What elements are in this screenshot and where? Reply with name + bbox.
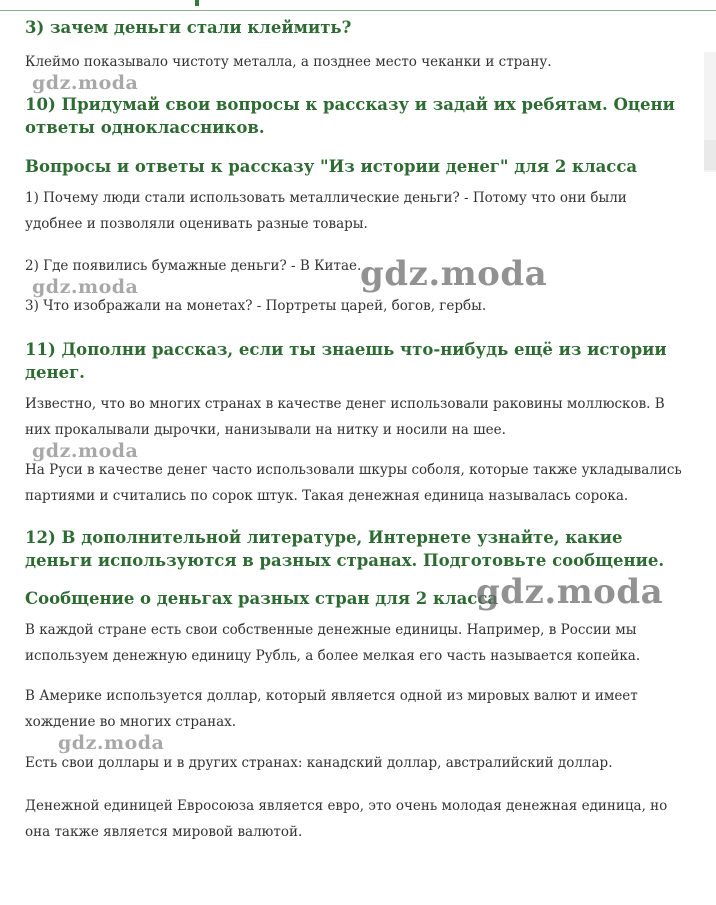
watermark-logo: gdz.moda: [360, 254, 548, 294]
side-scroll-thumb[interactable]: [704, 140, 716, 170]
q12-subtitle: Сообщение о деньгах разных стран для 2 класса: [25, 589, 499, 608]
q12-paragraph-1: В каждой стране есть свои собственные денежные единицы. Например, в России мы используем денежную единицу Рубль, а более мелкая его часть называется копейка.: [25, 622, 641, 664]
q12-paragraph-2: В Америке используется доллар, который является одной из мировых валют и имеет хождение во многих странах.: [25, 688, 638, 730]
q10-subtitle: Вопросы и ответы к рассказу "Из истории денег" для 2 класса: [25, 157, 638, 176]
q12-title: 12) В дополнительной литературе, Интернете узнайте, какие деньги используются в разных странах. Подготовьте сообщение.: [25, 528, 665, 570]
q10-item-3: 3) Что изображали на монетах? - Портреты царей, богов, гербы.: [25, 298, 487, 314]
q10-item-1: 1) Почему люди стали использовать металлические деньги? - Потому что они были удобнее и позволяли оценивать разные товары.: [25, 190, 627, 232]
q12-paragraph-4: Денежной единицей Евросоюза является евро, это очень молодая денежная единица, но она также является мировой валютой.: [25, 798, 668, 840]
top-accent-mark: [195, 0, 199, 6]
watermark-logo: gdz.moda: [58, 732, 165, 754]
watermark-logo: gdz.moda: [32, 72, 139, 94]
side-scroll-track[interactable]: [704, 52, 716, 172]
q11-title: 11) Дополни рассказ, если ты знаешь что-нибудь ещё из истории денег.: [25, 340, 667, 382]
q3-title: 3) зачем деньги стали клеймить?: [25, 18, 352, 37]
q11-paragraph-2: На Руси в качестве денег часто использовали шкуры соболя, которые также укладывались партиями и считались по сорок штук. Такая денежная единица называлась сорока.: [25, 462, 682, 504]
watermark-logo: gdz.moda: [476, 572, 664, 612]
watermark-logo: gdz.moda: [32, 276, 139, 298]
q10-title: 10) Придумай свои вопросы к рассказу и задай их ребятам. Оцени ответы одноклассников.: [25, 95, 675, 137]
q3-answer: Клеймо показывало чистоту металла, а позднее место чеканки и страну.: [25, 54, 552, 70]
q11-paragraph-1: Известно, что во многих странах в качестве денег использовали раковины моллюсков. В них прокалывали дырочки, нанизывали на нитку и носили на шее.: [25, 396, 665, 438]
q10-item-2: 2) Где появились бумажные деньги? - В Китае.: [25, 258, 362, 274]
q12-paragraph-3: Есть свои доллары и в других странах: канадский доллар, австралийский доллар.: [25, 755, 613, 771]
top-border: [0, 0, 716, 11]
watermark-logo: gdz.moda: [32, 440, 139, 462]
